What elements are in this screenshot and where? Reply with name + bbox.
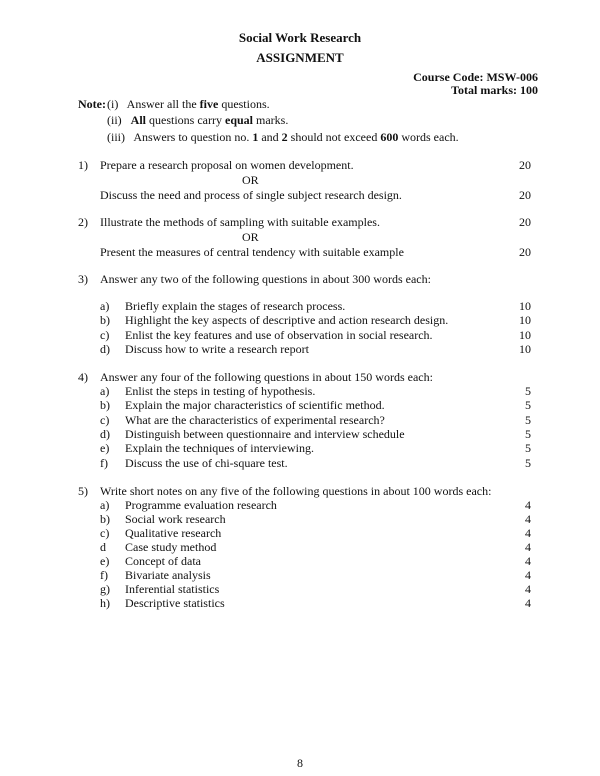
subject-title: Social Work Research — [238, 30, 362, 45]
item-text: Enlist the steps in testing of hypothesis. — [125, 384, 316, 398]
or-separator: OR — [242, 230, 259, 244]
item-text: Qualitative research — [125, 526, 222, 540]
marks: 4 — [525, 498, 531, 512]
item-text: Discuss how to write a research report — [125, 342, 309, 356]
item-text: Discuss the use of chi-square test. — [125, 456, 288, 470]
item-letter: b) — [100, 398, 110, 412]
marks: 10 — [519, 313, 531, 327]
item-text: Inferential statistics — [125, 582, 220, 596]
total-marks: Total marks: 100 — [451, 83, 538, 97]
question-text: Illustrate the methods of sampling with suitable examples. — [100, 215, 380, 229]
question-intro: Answer any two of the following questions in about 300 words each: — [100, 272, 431, 286]
item-text: Case study method — [125, 540, 217, 554]
marks: 5 — [525, 427, 531, 441]
item-letter: g) — [100, 582, 110, 596]
item-text: Briefly explain the stages of research process. — [125, 299, 346, 313]
marks: 4 — [525, 568, 531, 582]
course-code: Course Code: MSW-006 — [413, 70, 538, 84]
item-letter: d) — [100, 342, 110, 356]
item-letter: c) — [100, 526, 110, 540]
or-separator: OR — [242, 173, 259, 187]
item-letter: d) — [100, 427, 110, 441]
marks: 20 — [519, 188, 531, 202]
marks: 20 — [519, 158, 531, 172]
marks: 5 — [525, 384, 531, 398]
note-item: (iii) Answers to question no. 1 and 2 should not exceed 600 words each. — [107, 130, 459, 144]
marks: 5 — [525, 413, 531, 427]
question-text: Discuss the need and process of single subject research design. — [100, 188, 402, 202]
page-number: 8 — [297, 756, 303, 770]
assignment-heading: ASSIGNMENT — [256, 50, 344, 65]
question-number: 4) — [78, 370, 88, 384]
marks: 10 — [519, 342, 531, 356]
item-letter: a) — [100, 384, 110, 398]
question-number: 5) — [78, 484, 88, 498]
marks: 20 — [519, 215, 531, 229]
question-number: 2) — [78, 215, 88, 229]
marks: 4 — [525, 540, 531, 554]
item-text: Bivariate analysis — [125, 568, 211, 582]
marks: 5 — [525, 398, 531, 412]
item-text: Social work research — [125, 512, 226, 526]
item-letter: c) — [100, 413, 110, 427]
question-intro: Answer any four of the following questions in about 150 words each: — [100, 370, 433, 384]
item-text: Descriptive statistics — [125, 596, 225, 610]
question-text: Prepare a research proposal on women development. — [100, 158, 354, 172]
item-letter: h) — [100, 596, 110, 610]
note-label: Note: — [78, 97, 106, 111]
item-letter: c) — [100, 328, 110, 342]
marks: 4 — [525, 554, 531, 568]
marks: 4 — [525, 582, 531, 596]
item-text: Explain the techniques of interviewing. — [125, 441, 314, 455]
item-letter: e) — [100, 441, 110, 455]
item-text: Enlist the key features and use of observation in social research. — [125, 328, 433, 342]
item-letter: a) — [100, 299, 110, 313]
item-letter: b) — [100, 313, 110, 327]
item-text: What are the characteristics of experimental research? — [125, 413, 385, 427]
marks: 4 — [525, 512, 531, 526]
marks: 5 — [525, 441, 531, 455]
item-text: Highlight the key aspects of descriptive and action research design. — [125, 313, 449, 327]
item-letter: b) — [100, 512, 110, 526]
note-item: (i) Answer all the five questions. — [107, 97, 270, 111]
item-text: Concept of data — [125, 554, 201, 568]
note-item: (ii) All questions carry equal marks. — [107, 113, 289, 127]
marks: 4 — [525, 526, 531, 540]
question-number: 1) — [78, 158, 88, 172]
marks: 10 — [519, 299, 531, 313]
item-letter: a) — [100, 498, 110, 512]
item-text: Programme evaluation research — [125, 498, 277, 512]
marks: 20 — [519, 245, 531, 259]
question-text: Present the measures of central tendency with suitable example — [100, 245, 404, 259]
item-text: Explain the major characteristics of scientific method. — [125, 398, 385, 412]
item-letter: e) — [100, 554, 110, 568]
question-number: 3) — [78, 272, 88, 286]
marks: 4 — [525, 596, 531, 610]
marks: 5 — [525, 456, 531, 470]
question-intro: Write short notes on any five of the following questions in about 100 words each: — [100, 484, 492, 498]
item-text: Distinguish between questionnaire and interview schedule — [125, 427, 405, 441]
item-letter: d — [100, 540, 106, 554]
item-letter: f) — [100, 456, 108, 470]
marks: 10 — [519, 328, 531, 342]
item-letter: f) — [100, 568, 108, 582]
